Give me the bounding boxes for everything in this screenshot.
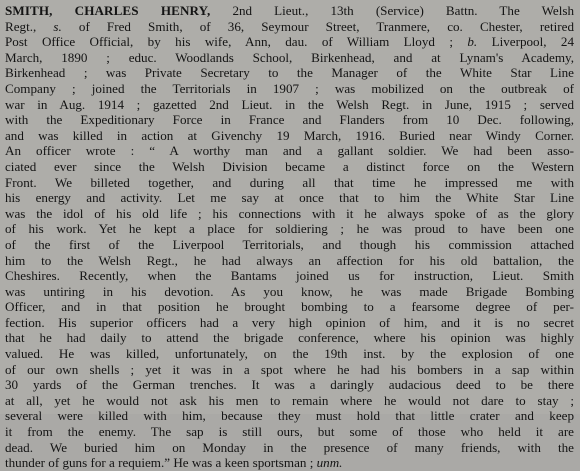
- text-segment: Cheshires. Recently, when the Bantams joined us for instruction, Lieut. Smith: [5, 268, 574, 284]
- text-line-2: [5, 19, 574, 35]
- italic-abbreviation: b.: [467, 34, 478, 50]
- text-segment: with the Expeditionary Force in France and Flanders from 10 Dec. following,: [5, 112, 574, 128]
- text-line-5: [5, 65, 574, 81]
- text-segment: war in Aug. 1914 ; gazetted 2nd Lieut. in the Welsh Regt. in June, 1915 ; served: [5, 96, 574, 112]
- text-line-24: [5, 362, 574, 378]
- text-line-15: [5, 221, 574, 237]
- text-segment: was untiring in his devotion. As you know, he was made Brigade Bombing: [5, 283, 574, 299]
- text-segment: March, 1890 ; educ. Woodlands School, Birkenhead, and at Lynam's Academy,: [5, 49, 574, 65]
- text-segment: ciated ever since the Welsh Division became a distinct force on the Western: [5, 158, 574, 174]
- text-line-8: [5, 112, 574, 128]
- text-segment: that he had daily to attend the brigade conference, where his opinion was highly: [5, 330, 574, 346]
- text-segment: Post Office Official, by his wife, Ann, dau. of William Lloyd ;: [5, 34, 468, 50]
- text-line-14: [5, 206, 574, 222]
- text-segment: of Fred Smith, of 36, Seymour Street, Tranmere, co. Chester, retired: [61, 18, 574, 34]
- text-line-9: [5, 128, 574, 144]
- text-line-3: [5, 34, 574, 50]
- text-line-12: [5, 175, 574, 191]
- text-line-13: [5, 190, 574, 206]
- text-line-30: [5, 455, 574, 471]
- text-segment: at all, yet he would not ask his men to remain where he would not dare to stay ;: [5, 392, 574, 408]
- text-line-6: [5, 81, 574, 97]
- text-segment: dead. We buried him on Monday in the presence of many friends, with the: [5, 439, 574, 455]
- text-segment: of his work. Yet he kept a place for soldiering ; he was proud to have been one: [5, 221, 574, 237]
- text-segment: him to the Welsh Regt., he had always an affection for his old battalion, the: [5, 252, 574, 268]
- text-segment: was the idol of his old life ; his connections with it he always spoke of as the glory: [5, 205, 574, 221]
- text-line-25: [5, 377, 574, 393]
- text-line-10: [5, 143, 574, 159]
- text-line-19: [5, 284, 574, 300]
- text-line-18: [5, 268, 574, 284]
- text-segment: and was killed in action at Givenchy 19 March, 1916. Buried near Windy Corner.: [5, 127, 574, 143]
- text-line-4: [5, 50, 574, 66]
- text-segment: several were killed with him, because they must hold that little crater and keep: [5, 408, 574, 424]
- text-segment: Officer, and in that position he brought bombing to a fearsome degree of per-: [5, 299, 574, 315]
- text-line-28: [5, 424, 574, 440]
- text-segment: Front. We billeted together, and during all that time he impressed me with: [5, 174, 574, 190]
- italic-abbreviation: s.: [53, 18, 62, 34]
- line-1-rest: 2nd Lieut., 13th (Service) Battn. The Welsh: [210, 3, 575, 18]
- text-segment: thunder of guns for a requiem.” He was a keen sportsman ;: [5, 455, 317, 471]
- text-segment: Liverpool, 24: [477, 34, 574, 50]
- text-segment: it from the enemy. The sap is still ours, but some of those who held it are: [5, 424, 574, 440]
- text-line-29: [5, 440, 574, 456]
- text-segment: Regt.,: [5, 18, 54, 34]
- text-line-21: [5, 315, 574, 331]
- text-segment: Company ; joined the Territorials in 1907 ; was mobilized on the outbreak of: [5, 80, 574, 96]
- text-segment: his energy and activity. Let me say at once that to him the White Star Line: [5, 190, 574, 206]
- entry-surname: SMITH,: [5, 3, 53, 18]
- text-segment: Birkenhead ; was Private Secretary to the Manager of the White Star Line: [5, 65, 574, 81]
- text-line-7: [5, 97, 574, 113]
- text-segment: of our own shells ; yet it was in a spot where he had his bombers in a sap within: [5, 361, 574, 377]
- text-line-20: [5, 299, 574, 315]
- italic-abbreviation: unm.: [316, 455, 343, 471]
- text-line-11: [5, 159, 574, 175]
- text-segment: An officer wrote : “ A worthy man and a gallant soldier. We had been asso-: [5, 143, 574, 159]
- text-line-22: [5, 330, 574, 346]
- text-line-17: [5, 253, 574, 269]
- text-segment: fection. His superior officers had a very high opinion of him, and it is no secret: [5, 314, 574, 330]
- text-segment: valued. He was killed, unfortunately, on the 19th inst. by the explosion of one: [5, 346, 574, 362]
- text-line-26: [5, 393, 574, 409]
- text-line-23: [5, 346, 574, 362]
- text-line-1: [5, 3, 574, 19]
- text-segment: of the first of the Liverpool Territorials, and though his commission attached: [5, 236, 574, 252]
- text-segment: 30 yards of the German trenches. It was a daringly audacious deed to be there: [5, 377, 574, 393]
- entry-body: [5, 19, 574, 471]
- text-line-16: [5, 237, 574, 253]
- text-line-27: [5, 408, 574, 424]
- entry-forenames: CHARLES HENRY,: [74, 3, 211, 18]
